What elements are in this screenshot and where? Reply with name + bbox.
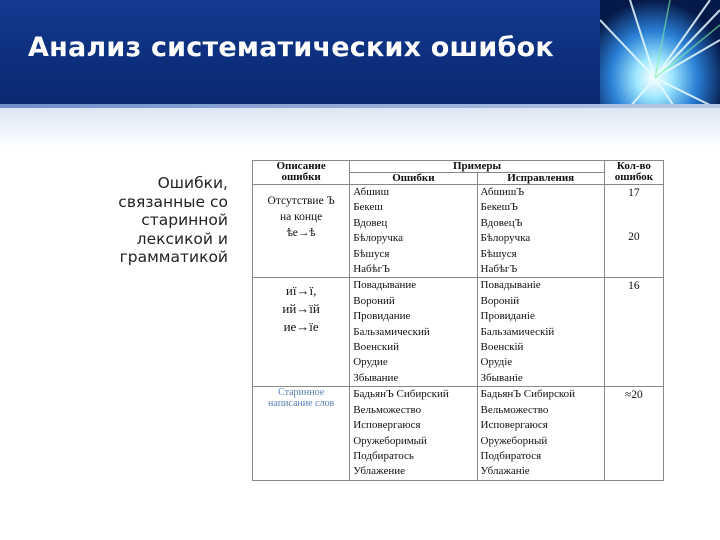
group-count: 16: [604, 278, 663, 387]
header-errors: Ошибки: [350, 173, 477, 185]
table-row: [253, 278, 664, 387]
group-description: иї→ї, ий→їй ие→їе: [253, 278, 350, 387]
group-errors: БадьянЪ Сибирский Вельможество Исповергаюся Оружеборимый Подбиратось Ублажение: [350, 387, 477, 480]
description-line: связанные со: [118, 192, 228, 211]
group-count: ≈20: [604, 387, 663, 480]
group-errors: Абшиш Бекеш Вдовец Бѣлоручка Бѣшуся НабѣгЪ: [350, 185, 477, 278]
header-corrections: Исправления: [477, 173, 604, 185]
header-examples: Примеры: [350, 161, 605, 173]
description-line: Ошибки,: [157, 174, 228, 192]
header-fade: [0, 108, 720, 148]
header-count: Кол-во ошибок: [604, 161, 663, 185]
description-line: старинной: [141, 211, 228, 229]
errors-table-image: [248, 160, 672, 498]
header-description: Описание ошибки: [253, 161, 350, 185]
group-errors: Повадывание Вороний Провидание Бальзамический Военский Орудие Збывание: [350, 278, 477, 387]
group-corrections: АбшишЪ БекешЪ ВдовецЪ Бѣлоручка Бѣшуся НабѣгЪ: [477, 185, 604, 278]
errors-table: [252, 160, 664, 481]
group-description: Старинное написание слов: [253, 387, 350, 480]
description-line: лексикой и: [136, 229, 228, 248]
slide-header: [0, 0, 720, 104]
group-count: 17 20: [604, 185, 663, 278]
table-row: [253, 185, 664, 278]
light-rays-decoration: [600, 0, 720, 104]
table-header-row: [253, 161, 664, 173]
slide-title: Анализ систематических ошибок: [28, 32, 554, 63]
description-line: грамматикой: [119, 248, 228, 266]
group-corrections: БадьянЪ Сибирской Вельможество Исповергаюся Оружеборный Подбиратося Ублажаніе: [477, 387, 604, 480]
slide-description: [80, 174, 228, 267]
group-description: Отсутствие Ъ на конце ѣе→ѣ: [253, 185, 350, 278]
group-corrections: Повадываніе Вороній Провиданіе Бальзамическій Военскій Орудіе Збываніе: [477, 278, 604, 387]
table-row: [253, 387, 664, 480]
